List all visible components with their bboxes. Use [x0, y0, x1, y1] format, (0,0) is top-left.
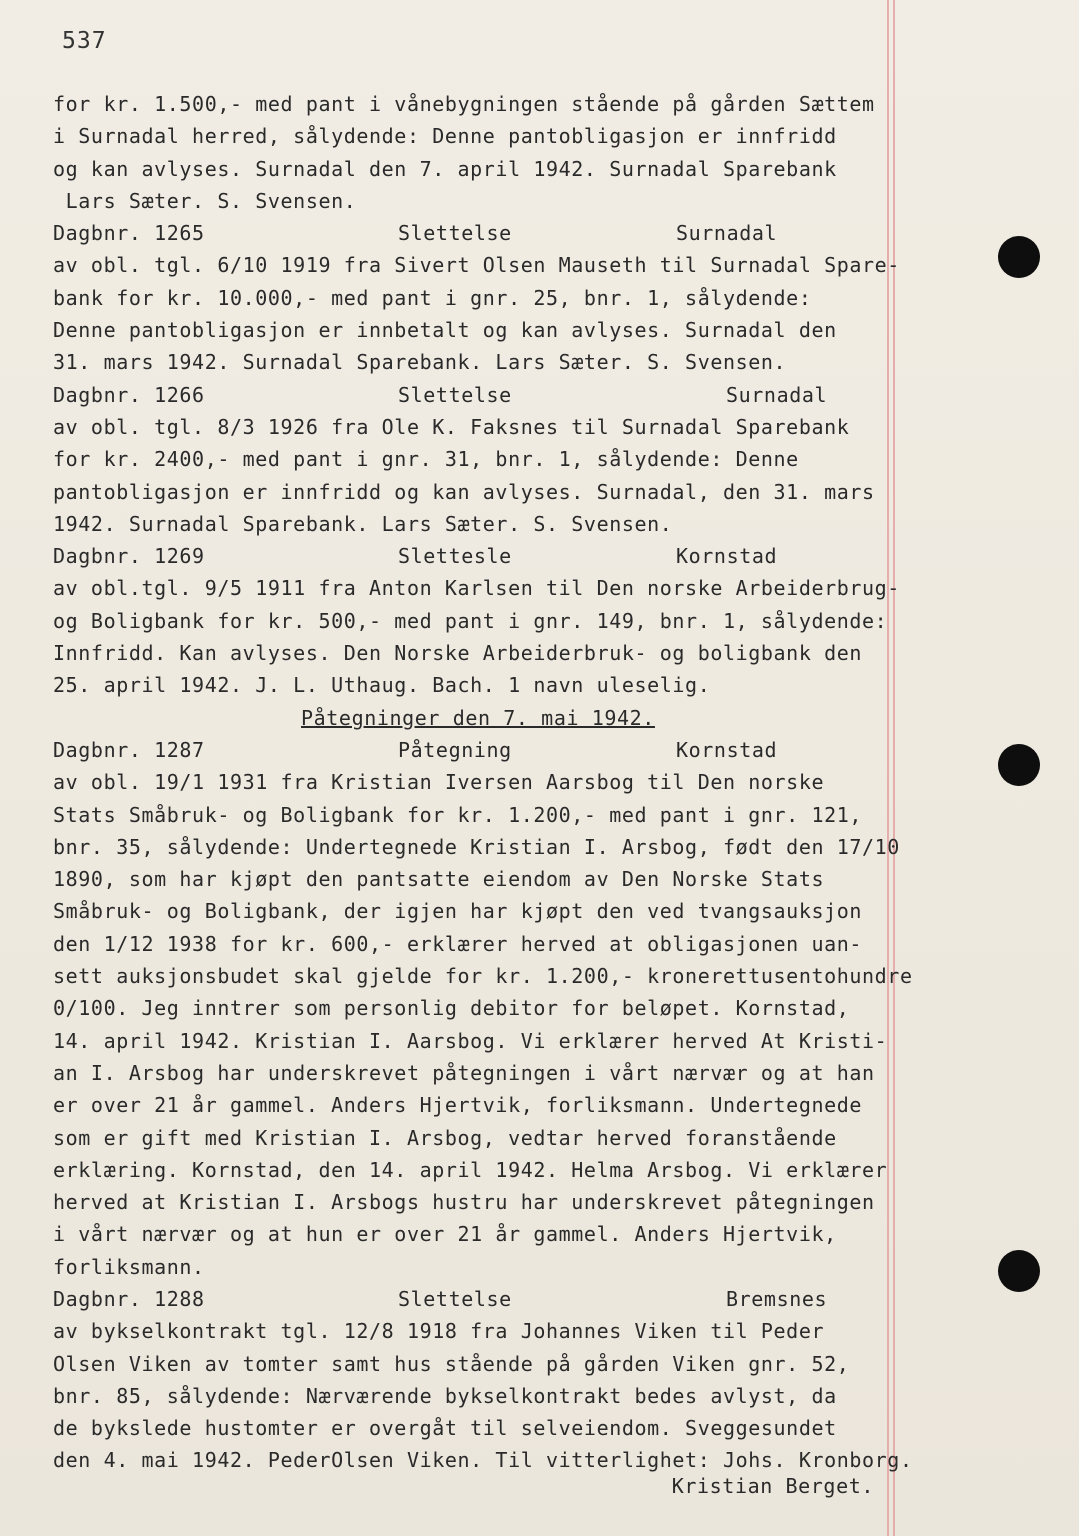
text-line: av obl.tgl. 9/5 1911 fra Anton Karlsen til Den norske Arbeiderbrug- [53, 576, 900, 601]
punch-hole [998, 236, 1040, 278]
entry-type: Slettelse [398, 1286, 512, 1311]
text-line: bnr. 35, sålydende: Undertegnede Kristian I. Arsbog, født den 17/10 [53, 834, 900, 859]
page-number: 537 [62, 28, 107, 54]
entry-number: Dagbnr. 1266 [53, 382, 205, 407]
entry-place: Surnadal [676, 221, 778, 246]
text-line: for kr. 2400,- med pant i gnr. 31, bnr. 1, sålydende: Denne [53, 447, 799, 472]
text-line: herved at Kristian I. Arsbogs hustru har underskrevet påtegningen [53, 1190, 875, 1215]
entry-header [53, 217, 923, 249]
text-line: 25. april 1942. J. L. Uthaug. Bach. 1 navn uleselig. [53, 673, 711, 698]
text-line: an I. Arsbog har underskrevet påtegningen i vårt nærvær og at han [53, 1060, 875, 1085]
text-line: Olsen Viken av tomter samt hus stående på gården Viken gnr. 52, [53, 1351, 850, 1376]
text-line: sett auksjonsbudet skal gjelde for kr. 1.200,- kronerettusentohundre [53, 964, 913, 989]
text-line: Lars Sæter. S. Svensen. [53, 188, 357, 213]
entry-header [53, 540, 923, 572]
entry-place: Kornstad [676, 544, 778, 569]
text-line: de byksledе hustomter er overgåt til selveiendom. Sveggesundet [53, 1416, 837, 1441]
text-line: pantobligasjon er innfridd og kan avlyses. Surnadal, den 31. mars [53, 479, 875, 504]
text-line: bank for kr. 10.000,- med pant i gnr. 25, bnr. 1, sålydende: [53, 285, 812, 310]
text-line: 31. mars 1942. Surnadal Sparebank. Lars Sæter. S. Svensen. [53, 350, 787, 375]
document-body [53, 88, 923, 1477]
text-line: den 4. mai 1942. PederOlsen Viken. Til vitterlighet: Johs. Kronborg. [53, 1448, 913, 1473]
text-line: for kr. 1.500,- med pant i vånebygningen stående på gården Sættem [53, 92, 875, 116]
section-title [53, 702, 923, 734]
entry-type: Slettelse [398, 221, 512, 246]
entry-number: Dagbnr. 1287 [53, 737, 205, 762]
entry-place: Surnadal [726, 382, 828, 407]
text-line: av obl. tgl. 6/10 1919 fra Sivert Olsen Mauseth til Surnadal Spare- [53, 253, 900, 278]
text-line: forliksmann. [53, 1254, 205, 1279]
text-line: av bykselkontrakt tgl. 12/8 1918 fra Johannes Viken til Peder [53, 1319, 825, 1344]
text-line: av obl. tgl. 8/3 1926 fra Ole K. Faksnes til Surnadal Sparebank [53, 414, 850, 439]
entry-type: Slettelse [398, 382, 512, 407]
entry-header [53, 1283, 923, 1315]
text-line: erklæring. Kornstad, den 14. april 1942. Helma Arsbog. Vi erklærer [53, 1157, 888, 1182]
text-line: er over 21 år gammel. Anders Hjertvik, forliksmann. Undertegnede [53, 1093, 863, 1118]
entry-type: Påtegning [398, 737, 512, 762]
text-line: den 1/12 1938 for kr. 600,- erklærer herved at obligasjonen uan- [53, 931, 863, 956]
punch-hole [998, 1250, 1040, 1292]
signature-line: Kristian Berget. [671, 1474, 874, 1498]
text-line: bnr. 85, sålydende: Nærværende bykselkontrakt bedes avlyst, da [53, 1383, 837, 1408]
punch-hole [998, 744, 1040, 786]
text-line: Småbruk- og Boligbank, der igjen har kjøpt den ved tvangsauksjon [53, 899, 863, 924]
text-line: og kan avlyses. Surnadal den 7. april 1942. Surnadal Sparebank [53, 156, 837, 181]
entry-header [53, 379, 923, 411]
entry-place: Kornstad [676, 737, 778, 762]
text-line: 1890, som har kjøpt den pantsatte eiendom av Den Norske Stats [53, 867, 825, 892]
text-line: i vårt nærvær og at hun er over 21 år gammel. Anders Hjertvik, [53, 1222, 837, 1247]
text-line: som er gift med Kristian I. Arsbog, vedtar herved foranstående [53, 1125, 837, 1150]
text-line: Stats Småbruk- og Boligbank for kr. 1.200,- med pant i gnr. 121, [53, 802, 863, 827]
text-line: og Boligbank for kr. 500,- med pant i gnr. 149, bnr. 1, sålydende: [53, 608, 888, 633]
entry-header [53, 734, 923, 766]
entry-place: Bremsnes [726, 1286, 828, 1311]
entry-number: Dagbnr. 1269 [53, 544, 205, 569]
text-line: Innfridd. Kan avlyses. Den Norske Arbeiderbruk- og boligbank den [53, 641, 863, 666]
text-line: i Surnadal herred, sålydende: Denne pantobligasjon er innfridd [53, 124, 837, 149]
text-line: 0/100. Jeg inntrer som personlig debitor for beløpet. Kornstad, [53, 996, 850, 1021]
section-title-text: Påtegninger den 7. mai 1942. [301, 705, 655, 730]
entry-number: Dagbnr. 1288 [53, 1286, 205, 1311]
entry-number: Dagbnr. 1265 [53, 221, 205, 246]
text-line: av obl. 19/1 1931 fra Kristian Iversen Aarsbog til Den norske [53, 770, 825, 795]
entry-type: Slettesle [398, 544, 512, 569]
text-line: Denne pantobligasjon er innbetalt og kan avlyses. Surnadal den [53, 318, 837, 343]
text-line: 1942. Surnadal Sparebank. Lars Sæter. S. Svensen. [53, 511, 673, 536]
text-line: 14. april 1942. Kristian I. Aarsbog. Vi erklærer herved At Kristi- [53, 1028, 888, 1053]
